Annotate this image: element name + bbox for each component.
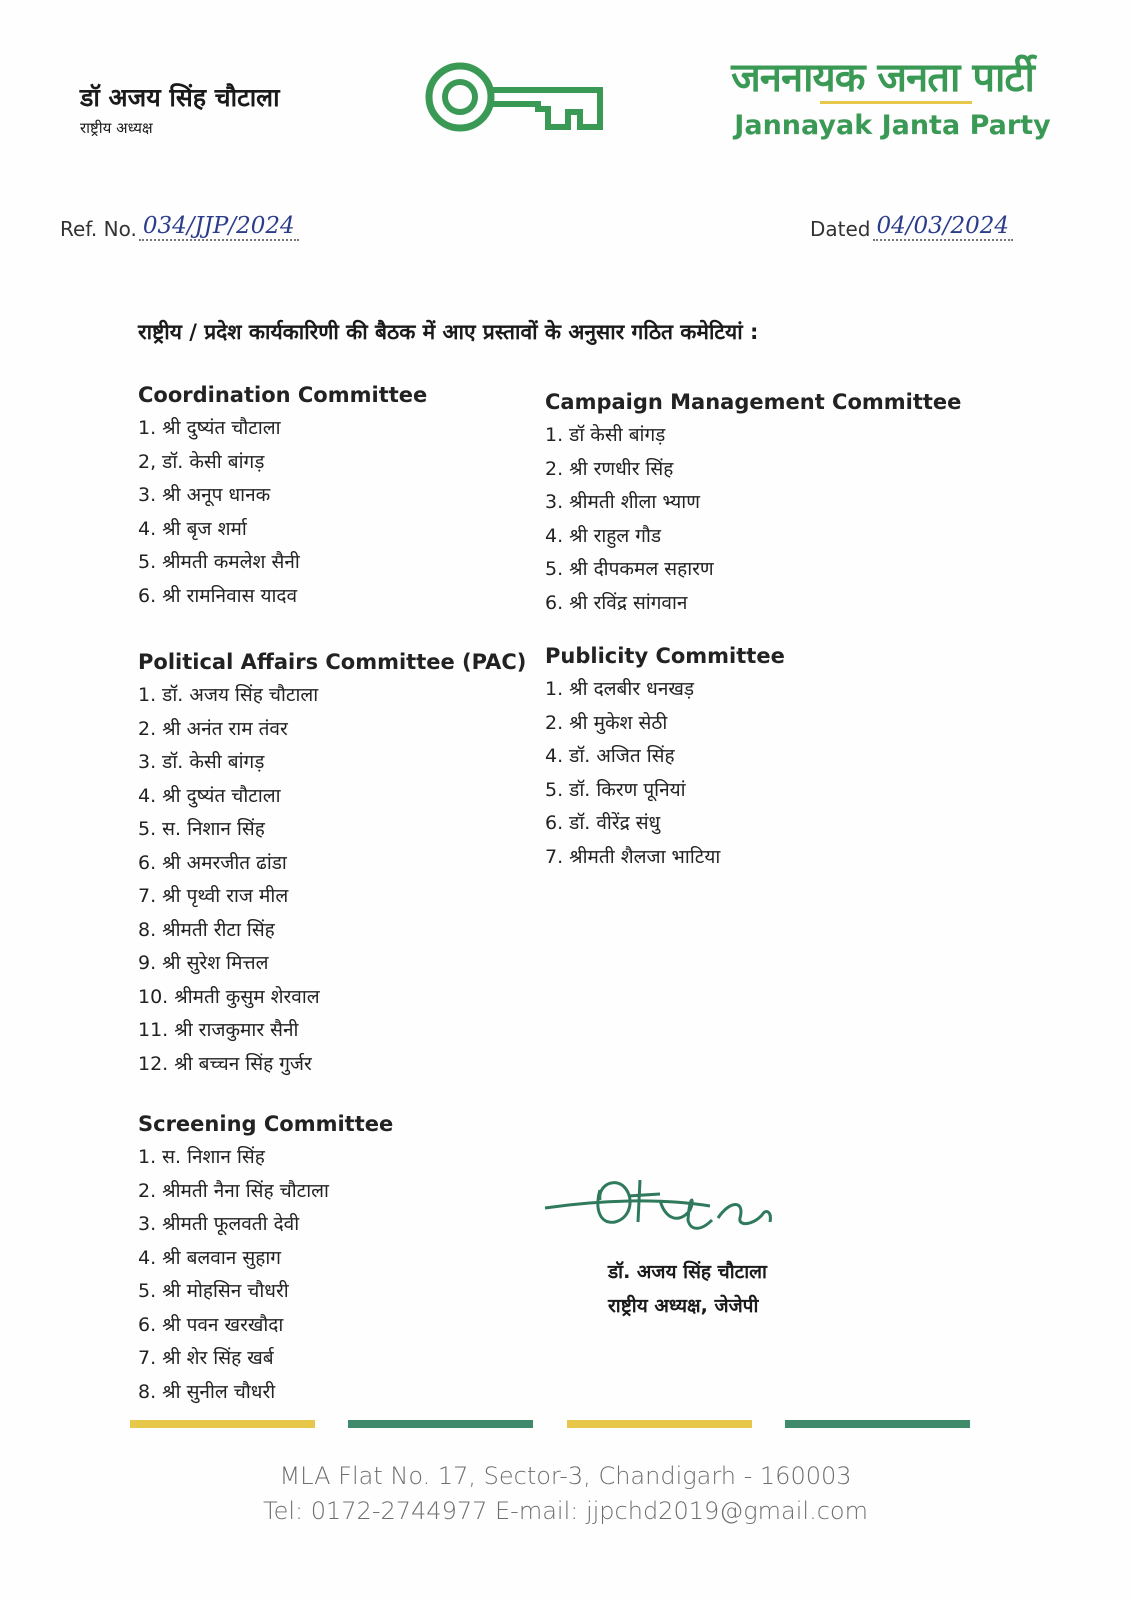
ref-value: 034/JJP/2024 <box>139 213 299 241</box>
member-item: 12. श्री बच्चन सिंह गुर्जर <box>138 1052 312 1075</box>
reference-number <box>60 213 299 241</box>
member-item: 4. श्री बृज शर्मा <box>138 517 247 540</box>
member-item: 2. श्री मुकेश सेठी <box>545 711 668 734</box>
footer-contact: Tel: 0172-2744977 E-mail: jjpchd2019@gmail.com <box>263 1497 868 1525</box>
member-item: 2, डॉ. केसी बांगड़ <box>138 450 265 473</box>
member-item: 2. श्री रणधीर सिंह <box>545 457 674 480</box>
footer-bar-yellow <box>130 1420 315 1428</box>
member-item: 5. श्री मोहसिन चौधरी <box>138 1280 289 1302</box>
member-item: 3. श्रीमती फूलवती देवी <box>138 1213 300 1235</box>
member-item: 4. श्री दुष्यंत चौटाला <box>138 784 281 807</box>
member-item: 6. श्री अमरजीत ढांडा <box>138 851 287 874</box>
member-list <box>545 419 961 620</box>
committee-title: Coordination Committee <box>138 383 428 407</box>
member-item: 5. श्री दीपकमल सहारण <box>545 558 714 580</box>
key-logo-icon <box>420 57 620 137</box>
member-item: 3. डॉ. केसी बांगड़ <box>138 751 265 773</box>
member-item: 3. श्री अनूप धानक <box>138 484 271 506</box>
committee-title: Screening Committee <box>138 1112 394 1136</box>
member-item: 1. स. निशान सिंह <box>138 1146 265 1168</box>
footer-address: MLA Flat No. 17, Sector-3, Chandigarh - 160003 <box>279 1462 852 1490</box>
member-item: 5. डॉ. किरण पूनियां <box>545 778 686 801</box>
member-item: 5. स. निशान सिंह <box>138 818 265 840</box>
member-item: 3. श्रीमती शीला भ्याण <box>545 491 700 513</box>
member-list <box>138 412 427 613</box>
member-item: 7. श्रीमती शैलजा भाटिया <box>545 845 721 868</box>
member-item: 2. श्रीमती नैना सिंह चौटाला <box>138 1179 329 1202</box>
member-item: 6. डॉ. वीरेंद्र संधु <box>545 812 661 834</box>
party-name-english: Jannayak Janta Party <box>734 110 1051 141</box>
footer-divider <box>130 1420 970 1428</box>
date-value: 04/03/2024 <box>873 213 1014 241</box>
member-item: 4. श्री राहुल गौड <box>545 524 662 547</box>
member-item: 4. श्री बलवान सुहाग <box>138 1246 281 1269</box>
sender-title: राष्ट्रीय अध्यक्ष <box>80 119 153 137</box>
member-item: 2. श्री अनंत राम तंवर <box>138 717 288 740</box>
date-field <box>810 213 1013 241</box>
member-item: 4. डॉ. अजित सिंह <box>545 745 675 767</box>
member-item: 1. श्री दुष्यंत चौटाला <box>138 417 281 439</box>
handwritten-signature <box>540 1160 790 1255</box>
screening-committee <box>138 1112 393 1409</box>
date-label: Dated <box>810 217 871 241</box>
member-item: 7. श्री पृथ्वी राज मील <box>138 885 289 907</box>
document-heading: राष्ट्रीय / प्रदेश कार्यकारिणी की बैठक में आए प्रस्तावों के अनुसार गठित कमेटियां : <box>138 320 759 344</box>
member-item: 1. डॉ केसी बांगड़ <box>545 424 666 446</box>
campaign-management-committee <box>545 390 961 620</box>
member-item: 1. श्री दलबीर धनखड़ <box>545 678 695 700</box>
member-item: 6. श्री रविंद्र सांगवान <box>545 591 688 614</box>
member-item: 1. डॉ. अजय सिंह चौटाला <box>138 684 319 706</box>
member-item: 8. श्री सुनील चौधरी <box>138 1380 276 1403</box>
sender-name: डॉ अजय सिंह चौटाला <box>80 83 280 112</box>
member-list <box>138 679 526 1081</box>
member-item: 7. श्री शेर सिंह खर्ब <box>138 1347 274 1369</box>
party-name-hindi: जननायक जनता पार्टी <box>731 55 1034 101</box>
signatory-title: राष्ट्रीय अध्यक्ष, जेजेपी <box>608 1295 759 1317</box>
footer-bar-yellow <box>567 1420 752 1428</box>
member-list <box>138 1141 393 1409</box>
footer-bar-green <box>348 1420 533 1428</box>
signatory-name: डॉ. अजय सिंह चौटाला <box>608 1261 767 1283</box>
member-list <box>545 673 785 874</box>
committee-title: Political Affairs Committee (PAC) <box>138 650 527 674</box>
publicity-committee <box>545 644 785 874</box>
member-item: 11. श्री राजकुमार सैनी <box>138 1019 299 1041</box>
member-item: 10. श्रीमती कुसुम शेरवाल <box>138 985 320 1008</box>
committee-title: Campaign Management Committee <box>545 390 962 414</box>
member-item: 8. श्रीमती रीटा सिंह <box>138 918 275 941</box>
coordination-committee <box>138 383 427 613</box>
political-affairs-committee <box>138 650 526 1081</box>
member-item: 6. श्री रामनिवास यादव <box>138 584 298 607</box>
party-name-divider <box>820 101 972 104</box>
member-item: 6. श्री पवन खरखौदा <box>138 1313 284 1336</box>
member-item: 5. श्रीमती कमलेश सैनी <box>138 551 300 573</box>
committee-title: Publicity Committee <box>545 644 785 668</box>
ref-label: Ref. No. <box>60 217 137 241</box>
footer-bar-green <box>785 1420 970 1428</box>
member-item: 9. श्री सुरेश मित्तल <box>138 952 269 974</box>
